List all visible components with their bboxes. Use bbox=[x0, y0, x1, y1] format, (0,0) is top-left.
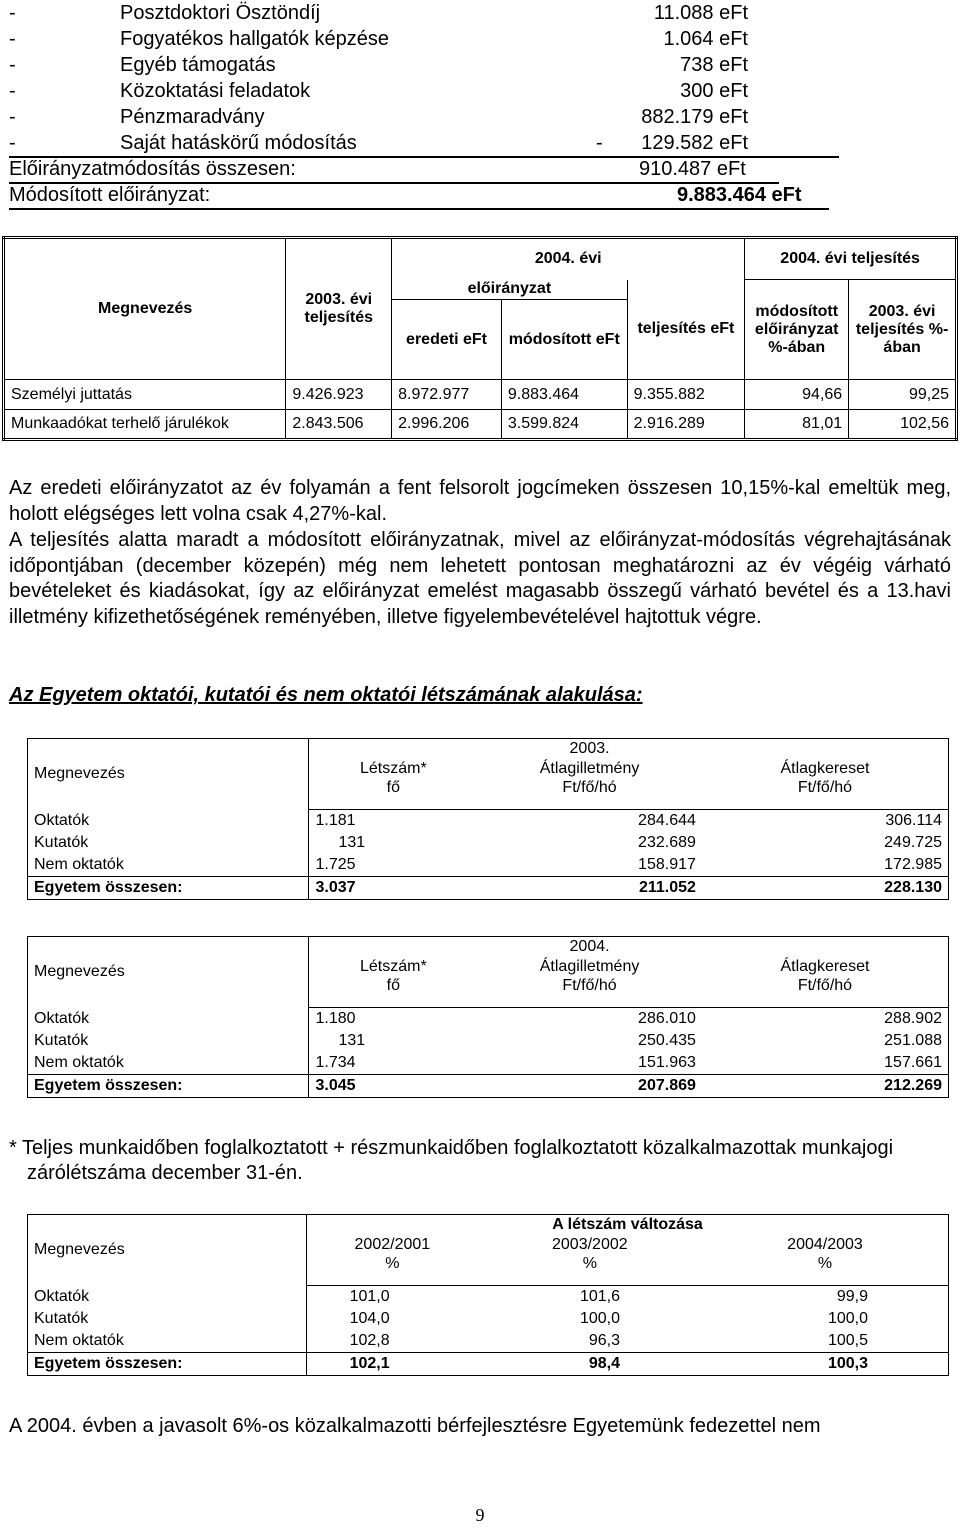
cell-atlagilletmeny: 232.689 bbox=[638, 834, 696, 851]
list-label: Saját hatáskörű módosítás bbox=[120, 132, 357, 154]
cell-letszam: 131 bbox=[338, 834, 366, 851]
row-name: Kutatók bbox=[28, 1030, 309, 1052]
header-pct: % bbox=[307, 1255, 478, 1286]
header-modositott: módosított eFt bbox=[501, 300, 627, 380]
header-pct: % bbox=[478, 1255, 702, 1286]
list-dash: - bbox=[9, 54, 16, 76]
table-row bbox=[28, 1008, 949, 1031]
header-megnevezes: Megnevezés bbox=[28, 1215, 307, 1286]
header-eredeti: eredeti eFt bbox=[392, 300, 502, 380]
row-name: Egyetem összesen: bbox=[28, 877, 309, 900]
cell-c2: 96,3 bbox=[478, 1330, 702, 1353]
header-megnevezes: Megnevezés bbox=[28, 937, 309, 1008]
header-letszam: Létszám* bbox=[360, 958, 427, 975]
row-name: Nem oktatók bbox=[28, 1330, 307, 1353]
staff-table-2004 bbox=[27, 936, 949, 1098]
total-label: Módosított előirányzat: bbox=[9, 184, 211, 206]
table-row bbox=[28, 1030, 949, 1052]
list-dash: - bbox=[9, 106, 16, 128]
cell-c1: 102,8 bbox=[307, 1330, 478, 1353]
cell-atlagkereset: 212.269 bbox=[884, 1077, 942, 1094]
header-megnevezes: Megnevezés bbox=[28, 739, 309, 810]
list-item bbox=[9, 106, 839, 132]
table-row bbox=[4, 380, 957, 410]
cell-atlagkereset: 228.130 bbox=[884, 879, 942, 896]
cell-pct-2: 102,56 bbox=[849, 410, 957, 440]
total-label: Előirányzatmódosítás összesen: bbox=[9, 158, 296, 180]
list-value: 11.088 eFt bbox=[653, 2, 748, 24]
header-atlagilletmeny-unit: Ft/fő/hó bbox=[477, 779, 702, 810]
total-row bbox=[9, 158, 779, 184]
row-name: Nem oktatók bbox=[28, 854, 309, 877]
header-megnevezes: Megnevezés bbox=[4, 238, 286, 380]
list-label: Posztdoktori Ösztöndíj bbox=[120, 2, 321, 24]
header-teljesites-eft: teljesítés eFt bbox=[627, 280, 745, 380]
cell-eredeti: 8.972.977 bbox=[392, 380, 502, 410]
cell-letszam: 1.180 bbox=[315, 1010, 356, 1027]
table-row bbox=[28, 1308, 949, 1330]
cell-2003: 2.843.506 bbox=[286, 410, 392, 440]
header-atlagkereset-unit: Ft/fő/hó bbox=[702, 977, 949, 1008]
header-modositott-pct: módosított előirányzat %-ában bbox=[745, 280, 849, 380]
header-letszam-unit: fő bbox=[309, 779, 477, 810]
list-value: 300 eFt bbox=[680, 80, 748, 102]
cell-c3: 99,9 bbox=[836, 1288, 868, 1305]
header-letszam: Létszám* bbox=[360, 760, 427, 777]
header-2003-teljesites: 2003. évi teljesítés bbox=[286, 238, 392, 380]
cell-letszam: 1.725 bbox=[309, 854, 477, 877]
cell-c1: 101,0 bbox=[349, 1288, 390, 1305]
cell-atlagkereset: 249.725 bbox=[884, 834, 942, 851]
header-2002-2001: 2002/2001 bbox=[354, 1236, 431, 1253]
cell-modositott: 9.883.464 bbox=[501, 380, 627, 410]
list-dash: - bbox=[9, 28, 16, 50]
cell-atlagilletmeny: 158.917 bbox=[477, 854, 702, 877]
header-atlagilletmeny: Átlagilletmény bbox=[539, 958, 640, 975]
list-label: Egyéb támogatás bbox=[120, 54, 276, 76]
cell-c2: 98,4 bbox=[588, 1355, 620, 1372]
cell-atlagilletmeny: 284.644 bbox=[638, 812, 696, 829]
cell-atlagilletmeny: 151.963 bbox=[477, 1052, 702, 1075]
table-row bbox=[28, 1052, 949, 1075]
header-2004-2003: 2004/2003 bbox=[787, 1236, 863, 1253]
cell-c3: 100,5 bbox=[702, 1330, 949, 1353]
header-2003-2002: 2003/2002 bbox=[552, 1236, 628, 1253]
row-name: Munkaadókat terhelő járulékok bbox=[4, 410, 286, 440]
cell-atlagkereset: 288.902 bbox=[884, 1010, 942, 1027]
cell-atlagilletmeny: 286.010 bbox=[638, 1010, 696, 1027]
row-name: Egyetem összesen: bbox=[28, 1075, 309, 1098]
header-atlagkereset: Átlagkereset bbox=[780, 760, 870, 777]
list-item bbox=[9, 54, 839, 80]
cell-letszam: 1.181 bbox=[315, 812, 356, 829]
list-dash: - bbox=[9, 80, 16, 102]
header-pct: % bbox=[702, 1255, 949, 1286]
cell-letszam: 1.734 bbox=[309, 1052, 477, 1075]
cell-letszam: 3.037 bbox=[315, 879, 356, 896]
row-name: Nem oktatók bbox=[28, 1052, 309, 1075]
total-row bbox=[28, 1353, 949, 1376]
staff-table-2003 bbox=[27, 738, 949, 900]
paragraph-1: Az eredeti előirányzatot az év folyamán a fent felsorolt jogcímeken összesen 10,15%-kal emeltük meg, holott elégséges lett volna csak 4,27%-kal. bbox=[9, 477, 951, 525]
table-row bbox=[28, 854, 949, 877]
cell-pct-2: 99,25 bbox=[849, 380, 957, 410]
cell-atlagilletmeny: 207.869 bbox=[638, 1077, 696, 1094]
list-dash: - bbox=[9, 132, 16, 154]
cell-c2: 101,6 bbox=[579, 1288, 620, 1305]
header-year: 2003. bbox=[569, 740, 610, 757]
table-row bbox=[4, 410, 957, 440]
cell-atlagkereset: 306.114 bbox=[885, 812, 942, 829]
cell-atlagkereset: 251.088 bbox=[884, 1032, 942, 1049]
cell-2003: 9.426.923 bbox=[286, 380, 392, 410]
negative-sign: - bbox=[596, 132, 603, 154]
header-atlagilletmeny-unit: Ft/fő/hó bbox=[477, 977, 702, 1008]
section-heading: Az Egyetem oktatói, kutatói és nem oktatói létszámának alakulása: bbox=[9, 684, 643, 706]
closing-paragraph: A 2004. évben a javasolt 6%-os közalkalmazotti bérfejlesztésre Egyetemünk fedezettel nem bbox=[9, 1415, 821, 1437]
row-name: Egyetem összesen: bbox=[28, 1353, 307, 1376]
list-label: Pénzmaradvány bbox=[120, 106, 265, 128]
total-row bbox=[28, 877, 949, 900]
header-atlagkereset-unit: Ft/fő/hó bbox=[702, 779, 949, 810]
total-row bbox=[9, 184, 829, 210]
cell-atlagkereset: 157.661 bbox=[702, 1052, 949, 1075]
list-item bbox=[9, 132, 839, 158]
page-number: 9 bbox=[475, 1505, 485, 1525]
header-atlagilletmeny: Átlagilletmény bbox=[539, 760, 640, 777]
cell-modositott: 3.599.824 bbox=[501, 410, 627, 440]
row-name: Kutatók bbox=[28, 1308, 307, 1330]
list-value: 129.582 eFt bbox=[641, 132, 748, 154]
table-row bbox=[28, 832, 949, 854]
cell-letszam: 131 bbox=[338, 1032, 366, 1049]
cell-c1: 102,1 bbox=[349, 1355, 390, 1372]
cell-c3: 100,3 bbox=[827, 1355, 868, 1372]
total-value: 910.487 eFt bbox=[639, 158, 746, 180]
divider bbox=[9, 208, 829, 210]
header-atlagkereset: Átlagkereset bbox=[780, 958, 870, 975]
table-row bbox=[28, 1286, 949, 1309]
row-name: Oktatók bbox=[28, 810, 309, 833]
table-row bbox=[28, 1330, 949, 1353]
header-2004-teljesites: 2004. évi teljesítés bbox=[745, 238, 957, 280]
cell-c2: 100,0 bbox=[579, 1310, 620, 1327]
list-label: Közoktatási feladatok bbox=[120, 80, 311, 102]
list-value: 738 eFt bbox=[680, 54, 748, 76]
list-item bbox=[9, 28, 839, 54]
paragraph-2: A teljesítés alatta maradt a módosított előirányzatnak, mivel az előirányzat-módosítás végrehajtásának időpontjában (december közepén) még nem lehetett pontosan meghatározni az év végéig várható bevételeket és kiadásokat, így az előirányzat emelést magasabb összegű várható bevétel és a 13.havi illetmény kifizethetőségének reményében, illetve figyelembevételével hajtottuk végre. bbox=[9, 529, 951, 628]
header-year: 2004. bbox=[569, 938, 610, 955]
total-row bbox=[28, 1075, 949, 1098]
cell-eredeti: 2.996.206 bbox=[392, 410, 502, 440]
header-2003-pct: 2003. évi teljesítés %-ában bbox=[849, 280, 957, 380]
list-dash: - bbox=[9, 2, 16, 24]
staff-change-table bbox=[27, 1214, 949, 1376]
header-eloiranyzat: előirányzat bbox=[392, 280, 627, 300]
table-row bbox=[28, 810, 949, 833]
footnote-text: * Teljes munkaidőben foglalkoztatott + részmunkaidőben foglalkoztatott közalkalmazottak munkajogi zárólétszáma december 31-én. bbox=[9, 1137, 894, 1184]
list-value: 1.064 eFt bbox=[663, 28, 748, 50]
cell-c3: 100,0 bbox=[827, 1310, 868, 1327]
list-item bbox=[9, 2, 839, 28]
row-name: Oktatók bbox=[28, 1008, 309, 1031]
cell-letszam: 3.045 bbox=[315, 1077, 356, 1094]
row-name: Oktatók bbox=[28, 1286, 307, 1309]
header-title: A létszám változása bbox=[552, 1216, 703, 1233]
list-value: 882.179 eFt bbox=[641, 106, 748, 128]
header-2004: 2004. évi bbox=[392, 238, 745, 280]
cell-atlagkereset: 172.985 bbox=[702, 854, 949, 877]
cell-pct-1: 94,66 bbox=[745, 380, 849, 410]
cell-c1: 104,0 bbox=[349, 1310, 390, 1327]
list-item bbox=[9, 80, 839, 106]
budget-table bbox=[2, 236, 958, 441]
header-letszam-unit: fő bbox=[309, 977, 477, 1008]
row-name: Kutatók bbox=[28, 832, 309, 854]
footnote bbox=[9, 1136, 951, 1186]
total-value: 9.883.464 eFt bbox=[677, 184, 802, 206]
cell-teljesites: 2.916.289 bbox=[627, 410, 745, 440]
cell-atlagilletmeny: 250.435 bbox=[638, 1032, 696, 1049]
list-label: Fogyatékos hallgatók képzése bbox=[120, 28, 390, 50]
cell-teljesites: 9.355.882 bbox=[627, 380, 745, 410]
row-name: Személyi juttatás bbox=[4, 380, 286, 410]
cell-atlagilletmeny: 211.052 bbox=[638, 879, 696, 896]
cell-pct-1: 81,01 bbox=[745, 410, 849, 440]
